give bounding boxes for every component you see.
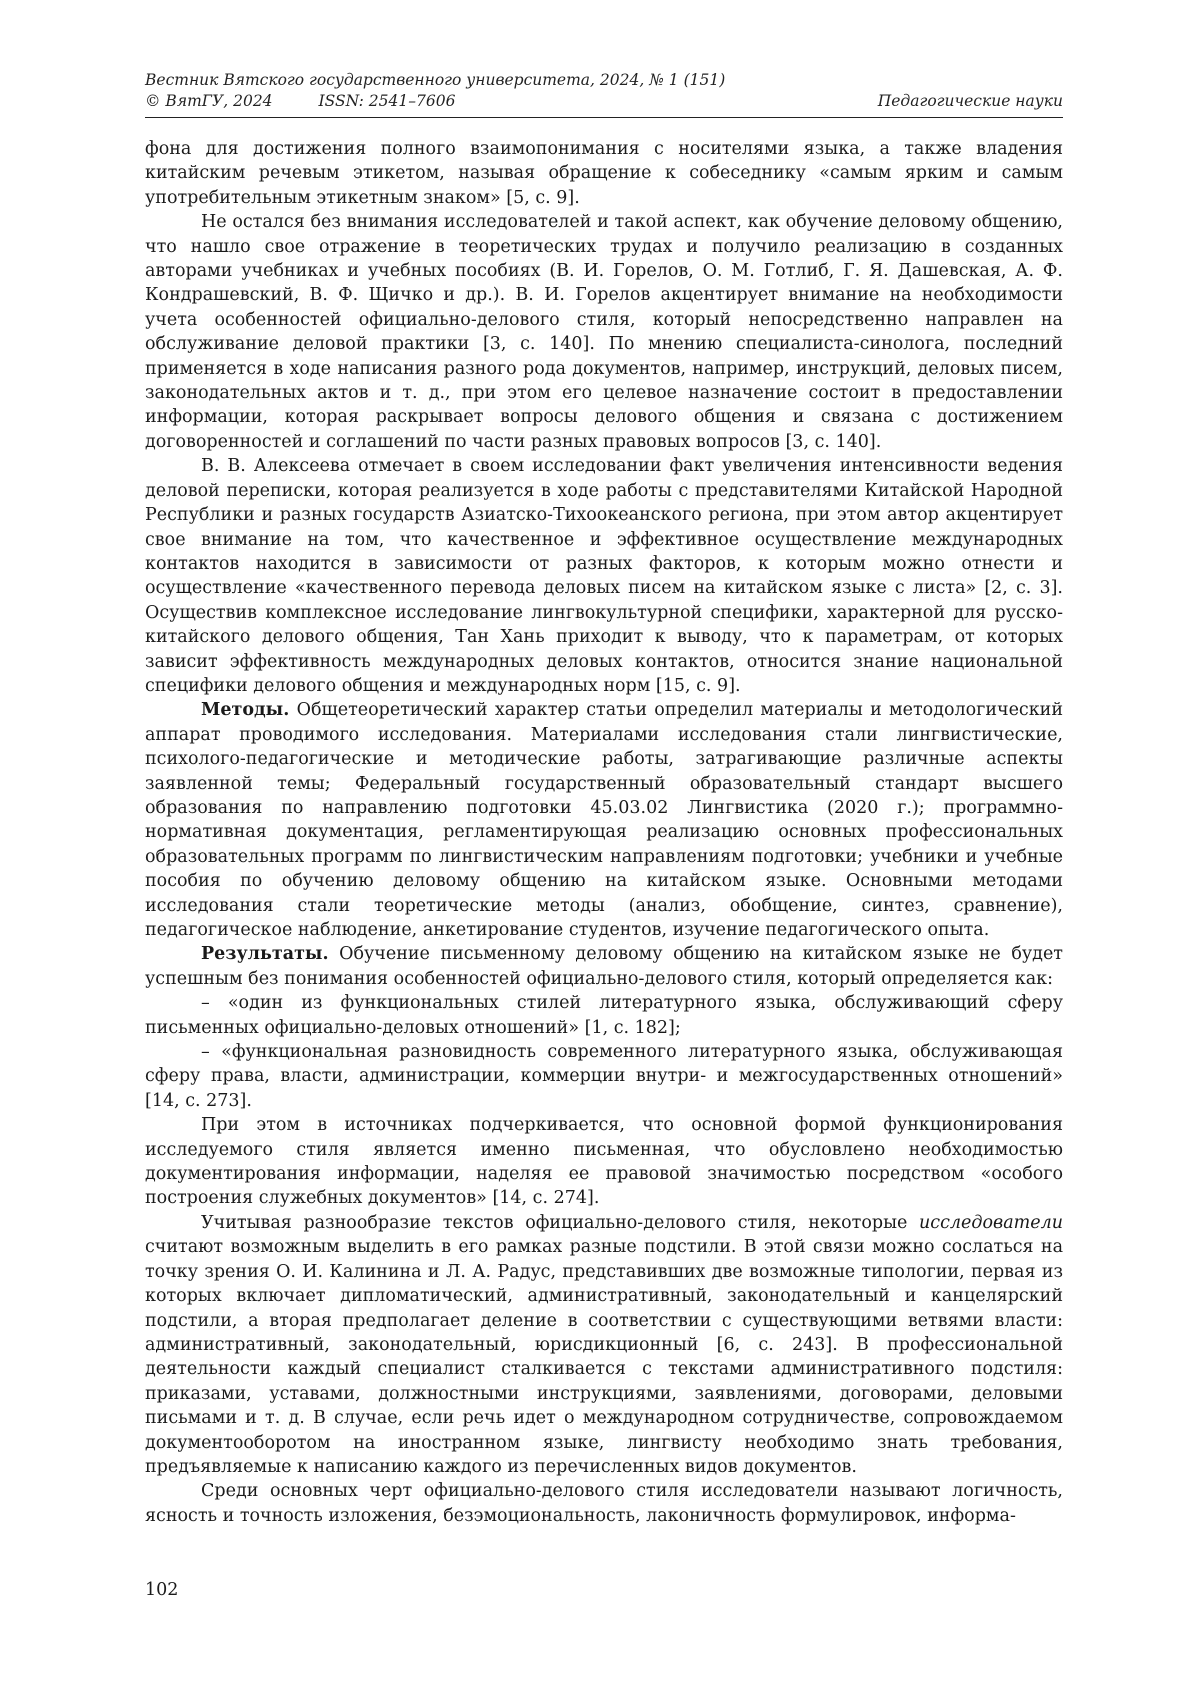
header-meta-left [145, 91, 455, 112]
paragraph-substyles [145, 1211, 1063, 1479]
substyles-italic: исследователи [919, 1212, 1063, 1233]
article-body [145, 137, 1063, 1528]
paragraph-continuation: фона для достижения полного взаимопонимания с носителями языка, а также владения китайским речевым этикетом, называя обращение к собеседнику «самым ярким и самым употребительным этикетным знаком» [5, с. 9]. [145, 139, 1063, 208]
paragraph-results [145, 942, 1063, 991]
paragraph-written-form: При этом в источниках подчеркивается, что основной формой функционирования исследуемого стиля является именно письменная, что обусловлено необходимостью документирования информации, наделяя ее правовой значимостью посредством «особого построения служебных документов» [14, с. 274]. [145, 1115, 1063, 1209]
methods-text: Общетеоретический характер статьи определил материалы и методологический аппарат проводимого исследования. Материалами исследования стали лингвистические, психолого-педагогические и методические работы, затрагивающие различные аспекты заявленной темы; Федеральный государственный образовательный стандарт высшего образования по направлению подготовки 45.03.02 Лингвистика (2020 г.); программно-нормативная документация, регламентирующая реализацию основных профессиональных образовательных программ по лингвистическим направлениям подготовки; учебники и учебные пособия по обучению деловому общению на китайском языке. Основными методами исследования стали теоретические методы (анализ, обобщение, синтез, сравнение), педагогическое наблюдение, анкетирование студентов, изучение педагогического опыта. [145, 700, 1063, 940]
substyles-text-a: Учитывая разнообразие текстов официально-делового стиля, некоторые [201, 1212, 920, 1233]
paragraph-business-communication: Не остался без внимания исследователей и такой аспект, как обучение деловому общению, что нашло свое отражение в теоретических трудах и получило реализацию в созданных авторами учебниках и учебных пособиях (В. И. Горелов, О. М. Готлиб, Г. Я. Дашевская, А. Ф. Кондрашевский, В. Ф. Щичко и др.). В. И. Горелов акцентирует внимание на необходимости учета особенностей официально-делового стиля, который непосредственно направлен на обслуживание деловой практики [3, с. 140]. По мнению специалиста-синолога, последний применяется в ходе написания разного рода документов, например, инструкций, деловых писем, законодательных актов и т. д., при этом его целевое назначение состоит в предоставлении информации, которая раскрывает вопросы делового общения и связана с достижением договоренностей и соглашений по части разных правовых вопросов [3, с. 140]. [145, 212, 1063, 452]
paragraph-features: Среди основных черт официально-делового стиля исследователи называют логичность, ясность и точность изложения, безэмоциональность, лаконичность формулировок, информа- [145, 1481, 1063, 1526]
substyles-text-b: считают возможным выделить в его рамках разные подстили. В этой связи можно сослаться на точку зрения О. И. Калинина и Л. А. Радус, представивших две возможные типологии, первая из которых включает дипломатический, административный, законодательный и канцелярский подстили, а вторая предполагает деление в соответствии с существующими ветвями власти: административный, законодательный, юрисдикционный [6, с. 243]. В профессиональной деятельности каждый специалист сталкивается с текстами административного подстиля: приказами, уставами, должностными инструкциями, заявлениями, договорами, деловыми письмами и т. д. В случае, если речь идет о международном сотрудничестве, сопровождаемом документооборотом на иностранном языке, лингвисту необходимо знать требования, предъявляемые к написанию каждого из перечисленных видов документов. [145, 1237, 1063, 1477]
page-number: 102 [145, 1580, 179, 1600]
header-rule [145, 117, 1063, 118]
paragraph-alekseeva: В. В. Алексеева отмечает в своем исследовании факт увеличения интенсивности ведения деловой переписки, которая реализуется в ходе работы с представителями Китайской Народной Республики и разных государств Азиатско-Тихоокеанского региона, при этом автор акцентирует свое внимание на том, что качественное и эффективное осуществление международных контактов находится в зависимости от разных факторов, к которым можно отнести и осуществление «качественного перевода деловых писем на китайском языке с листа» [2, с. 3]. Осуществив комплексное исследование лингвокультурной специфики, характерной для русско-китайского делового общения, Тан Хань приходит к выводу, что к параметрам, от которых зависит эффективность международных деловых контактов, относится знание национальной специфики делового общения и международных норм [15, с. 9]. [145, 456, 1063, 696]
results-text: Обучение письменному деловому общению на китайском языке не будет успешным без понимания особенностей официально-делового стиля, который определяется как: [145, 944, 1063, 989]
header-meta-row [145, 91, 1063, 112]
results-heading: Результаты. [201, 944, 329, 965]
definition-item-1: – «один из функциональных стилей литературного языка, обслуживающий сферу письменных официально-деловых отношений» [1, с. 182]; [145, 993, 1063, 1038]
journal-title: Вестник Вятского государственного университета, 2024, № 1 (151) [145, 71, 726, 89]
issn-text: ISSN: 2541–7606 [318, 92, 456, 110]
paragraph-methods [145, 698, 1063, 942]
running-header [145, 70, 1063, 112]
copyright-text: © ВятГУ, 2024 [145, 92, 273, 110]
methods-heading: Методы. [201, 700, 290, 721]
definition-item-2: – «функциональная разновидность современного литературного языка, обслуживающая сферу права, власти, администрации, коммерции внутри- и межгосударственных отношений» [14, с. 273]. [145, 1042, 1063, 1111]
section-name: Педагогические науки [877, 92, 1063, 110]
